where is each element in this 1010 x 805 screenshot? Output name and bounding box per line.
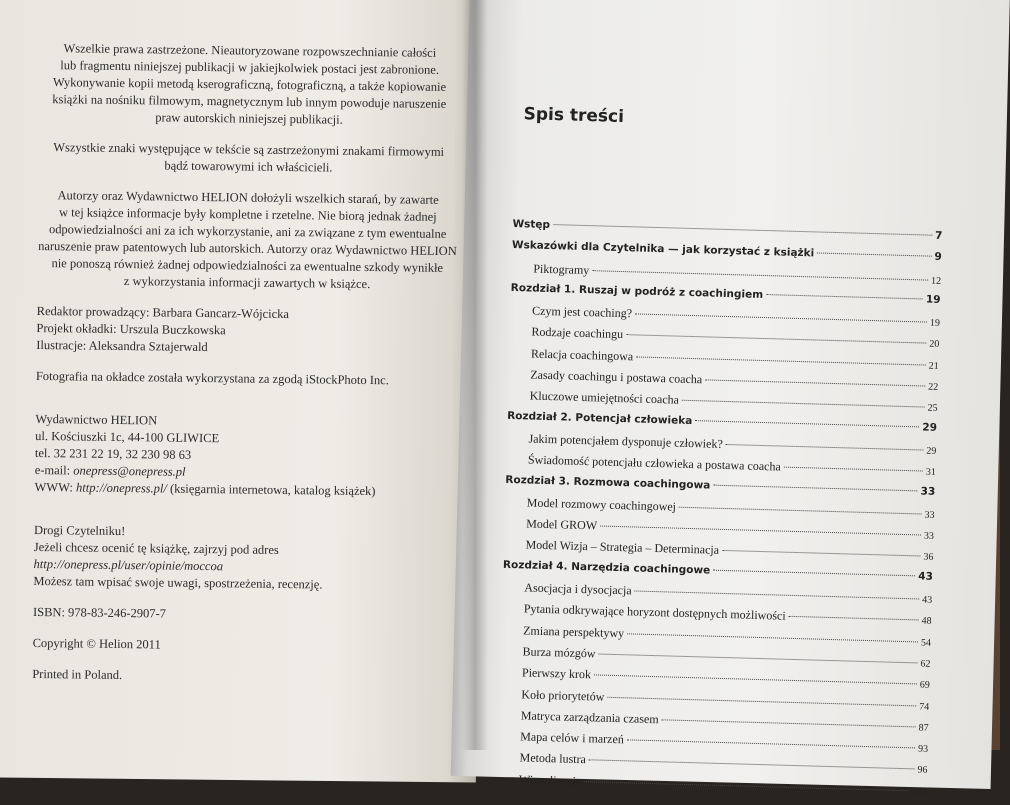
liability-paragraph: Autorzy oraz Wydawnictwo HELION dołożyli wszelkich starań, by zawarte w tej książce informacje były kompletne i rzetelne. Nie biorą jednak żadnej odpowiedzialności ani za ich wykorzystanie, ani za związane z tym ewentualne naruszenie praw patentowych lub autorskich. Autorzy oraz Wydawnictwo HELION nie ponoszą również żadnej odpowiedzialności za ewentualne szkody wynikłe z wykorzystania informacji zawartych w książce. [38,188,457,292]
toc-dot-leader [584,781,909,791]
toc-page-number: 33 [924,509,935,521]
toc-dot-leader [705,379,925,386]
toc-page-number: 12 [930,275,942,287]
toc-title: Spis treści [523,104,625,128]
toc-page-number: 29 [926,445,937,457]
toc-page-number: 33 [923,530,935,542]
toc-dot-leader [766,294,923,299]
toc-entry-title: Wizualizacja [518,772,582,788]
isbn: ISBN: 978-83-246-2907-7 [32,604,167,621]
toc-page-number: 36 [923,552,934,564]
toc-dot-leader [662,719,916,727]
toc-dot-leader [726,444,924,451]
toc-entry-title: Pierwszy krok [521,665,592,682]
email-link[interactable]: onepress@onepress.pl [73,463,186,479]
toc-dot-leader [599,653,918,663]
toc-page-number: 93 [917,743,929,755]
review-link[interactable]: http://onepress.pl/user/opinie/moccoa [33,556,224,574]
table-of-contents [497,100,946,805]
toc-dot-leader [679,507,922,515]
toc-entry-title: Rozdział 1. Ruszaj w podróż z coachingiem [510,281,764,301]
toc-entry-title: Piktogramy [533,261,590,277]
toc-dot-leader [594,675,917,685]
toc-dot-leader [600,526,921,536]
toc-page-number: 48 [921,615,932,628]
toc-entry-title: Wskazówki dla Czytelnika — jak korzystać z książki [511,239,815,260]
toc-page-number: 19 [925,293,941,306]
toc-dot-leader [592,270,928,280]
toc-dot-leader [607,696,916,706]
toc-entry-title: Zmiana perspektywy [523,623,625,640]
website-link[interactable]: http://onepress.pl/ [75,480,168,496]
rights-paragraph: Wszelkie prawa zastrzeżone. Nieautoryzowane rozpowszechnianie całości lub fragmentu niniejszej publikacji w jakiejkolwiek postaci jest zabronione. Wykonywanie kopii metodą kserograficzną, fotograficzną, a także kopiowanie książki na nośniku filmowym, magnetycznym lub innym powoduje naruszenie praw autorskich niniejszej publikacji. [52,41,447,127]
toc-dot-leader [817,253,931,257]
toc-dot-leader [713,484,917,491]
printed-line: Printed in Poland. [32,666,123,683]
toc-entry-title: Rozdział 4. Narzędzia coachingowe [502,558,711,577]
toc-entry-title: Pytania odkrywające horyzont dostępnych możliwości [523,601,786,624]
toc-page-number: 54 [920,637,932,649]
toc-entry-title: Model rozmowy coachingowej [526,495,677,514]
toc-page-number: 96 [917,764,928,777]
copyright-line: Copyright © Helion 2011 [32,635,161,652]
toc-dot-leader [635,314,927,323]
toc-page-number: 69 [919,679,930,692]
toc-page-number: 25 [927,402,938,415]
toc-dot-leader [695,420,919,427]
toc-dot-leader [589,760,915,770]
toc-entry-title: Zasady coachingu i postawa coacha [530,367,703,387]
toc-entry-title: Relacja coachingowa [530,346,634,364]
toc-page-number: 9 [934,251,942,264]
credits: Redaktor prowadzący: Barbara Gancarz-Wójcicka Projekt okładki: Urszula Buczkowska Ilustracje: Aleksandra Sztajerwald [36,303,290,355]
toc-page-number: 62 [920,658,931,670]
toc-page-number: 43 [918,570,934,583]
toc-dot-leader [789,616,919,621]
toc-entry-title: Kluczowe umiejętności coacha [529,388,680,408]
toc-dot-leader [627,739,915,748]
toc-dot-leader [682,400,925,408]
toc-page-number: 29 [922,421,938,434]
toc-entry-title: Mapa celów i marzeń [520,729,625,747]
toc-entry-title: Wstęp [512,217,551,231]
toc-page-number: 74 [919,701,930,713]
toc-page-number: 43 [922,594,933,606]
photo-credit: Fotografia na okładce została wykorzystana za zgodą iStockPhoto Inc. [35,368,389,388]
toc-page-number: 20 [929,339,940,351]
toc-entry-title: Koło priorytetów [521,686,605,704]
toc-page-number: 33 [920,485,936,498]
toc-page-number: 19 [929,317,941,330]
toc-dot-leader [553,224,932,236]
toc-page-number: 87 [918,722,929,734]
toc-page-number: 102 [911,786,927,798]
publisher-info: Wydawnictwo HELION ul. Kościuszki 1c, 44-100 GLIWICE tel. 32 231 22 19, 32 230 98 63 e-mail: onepress@onepress.pl WWW: http://onepress.pl/ (księgarnia internetowa, katalog książek) [34,411,376,499]
toc-entry-title: Model GROW [525,516,598,533]
toc-dot-leader [636,356,926,365]
toc-page-number: 22 [927,381,939,393]
book-gutter [462,0,488,750]
toc-entry-title: Świadomość potencjału człowieka a postawa coacha [527,452,781,474]
toc-entry-title: Czym jest coaching? [531,303,633,321]
toc-dot-leader [713,569,915,576]
toc-dot-leader [635,591,920,600]
toc-dot-leader [626,335,926,344]
toc-entry-title: Rozdział 3. Rozmowa coachingowa [505,473,711,492]
toc-dot-leader [627,633,918,642]
toc-dot-leader [784,467,923,472]
toc-page-number: 7 [934,229,943,242]
toc-entry-title: Rozdział 2. Potencjał człowieka [507,409,693,427]
copyright-page-text [32,40,460,688]
toc-page-number: 21 [928,360,939,372]
toc-list [497,218,943,805]
toc-entry-title: Metoda lustra [519,750,587,767]
toc-entry-title: Model Wizja – Strategia – Determinacja [525,537,720,558]
toc-entry-title: Matryca zarządzania czasem [520,708,659,727]
toc-entry-title: Burza mózgów [522,644,596,661]
toc-dot-leader [722,550,920,557]
toc-entry-title: Jakim potencjałem dysponuje człowiek? [528,431,723,451]
toc-page-number: 31 [925,466,936,479]
toc-entry-title: Asocjacja i dysocjacja [524,580,632,598]
trademarks-paragraph: Wszystkie znaki występujące w tekście są zastrzeżonymi znakami firmowymi bądź towarowymi ich właścicieli. [53,140,445,175]
toc-entry-title: Rodzaje coachingu [531,325,624,342]
reader-note: Drogi Czytelniku! Jeżeli chcesz ocenić tę książkę, zajrzyj pod adres http://onepress.pl/user/opinie/moccoa Możesz tam wpisać swoje uwagi, spostrzeżenia, recenzję. [33,522,323,592]
